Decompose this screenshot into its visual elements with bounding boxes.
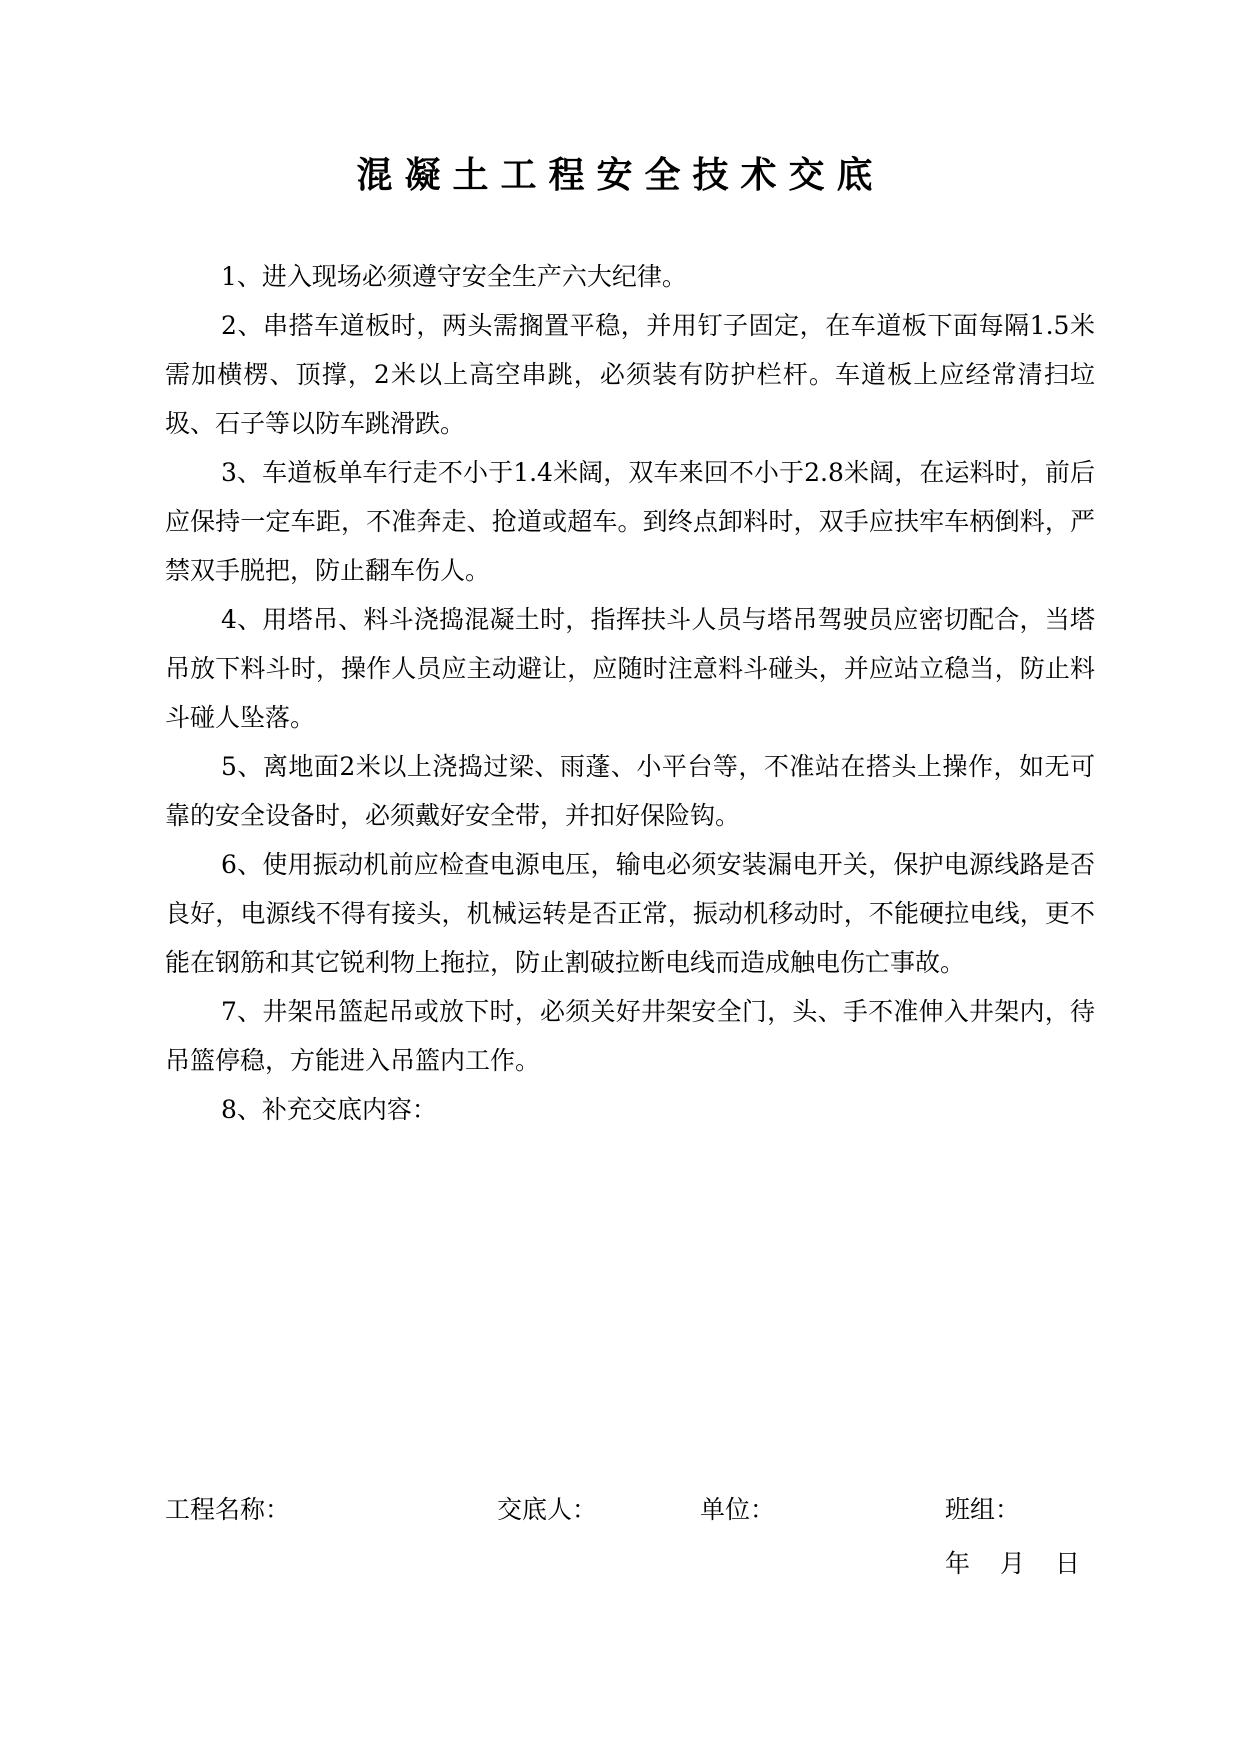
document-title: 混凝土工程安全技术交底 (356, 154, 885, 196)
team-label: 班组： (945, 1495, 1021, 1524)
paragraph-1: 1、进入现场必须遵守安全生产六大纪律。 (221, 262, 687, 291)
date-line (945, 1544, 1080, 1584)
discloser-label: 交底人： (497, 1495, 598, 1524)
document-body (165, 252, 1095, 1134)
paragraph-3: 3、车道板单车行走不小于1.4米阔，双车来回不小于2.8米阔，在运料时，前后应保持一定车距，不准奔走、抢道或超车。到终点卸料时，双手应扶牢车柄倒料，严禁双手脱把，防止翻车伤人。 (165, 458, 1095, 585)
paragraph-2: 2、串搭车道板时，两头需搁置平稳，并用钉子固定，在车道板下面每隔1.5米需加横楞、顶撑，2米以上高空串跳，必须装有防护栏杆。车道板上应经常清扫垃圾、石子等以防车跳滑跌。 (165, 311, 1095, 438)
date-year-label: 年 (945, 1549, 971, 1578)
paragraph-4: 4、用塔吊、料斗浇捣混凝土时，指挥扶斗人员与塔吊驾驶员应密切配合，当塔吊放下料斗时，操作人员应主动避让，应随时注意料斗碰头，并应站立稳当，防止料斗碰人坠落。 (165, 605, 1095, 732)
date-month-label: 月 (1000, 1549, 1026, 1578)
paragraph-7: 7、井架吊篮起吊或放下时，必须关好井架安全门，头、手不准伸入井架内，待吊篮停稳，方能进入吊篮内工作。 (165, 997, 1095, 1075)
paragraph-6: 6、使用振动机前应检查电源电压，输电必须安装漏电开关，保护电源线路是否良好，电源线不得有接头，机械运转是否正常，振动机移动时，不能硬拉电线，更不能在钢筋和其它锐利物上拖拉，防止割破拉断电线而造成触电伤亡事故。 (165, 850, 1095, 977)
paragraph-5: 5、离地面2米以上浇捣过梁、雨蓬、小平台等，不准站在搭头上操作，如无可靠的安全设备时，必须戴好安全带，并扣好保险钩。 (165, 752, 1095, 830)
project-name-label: 工程名称： (165, 1495, 291, 1524)
signature-footer (165, 1490, 1095, 1530)
date-day-label: 日 (1055, 1549, 1081, 1578)
paragraph-8: 8、补充交底内容： (221, 1095, 437, 1124)
unit-label: 单位： (700, 1495, 776, 1524)
